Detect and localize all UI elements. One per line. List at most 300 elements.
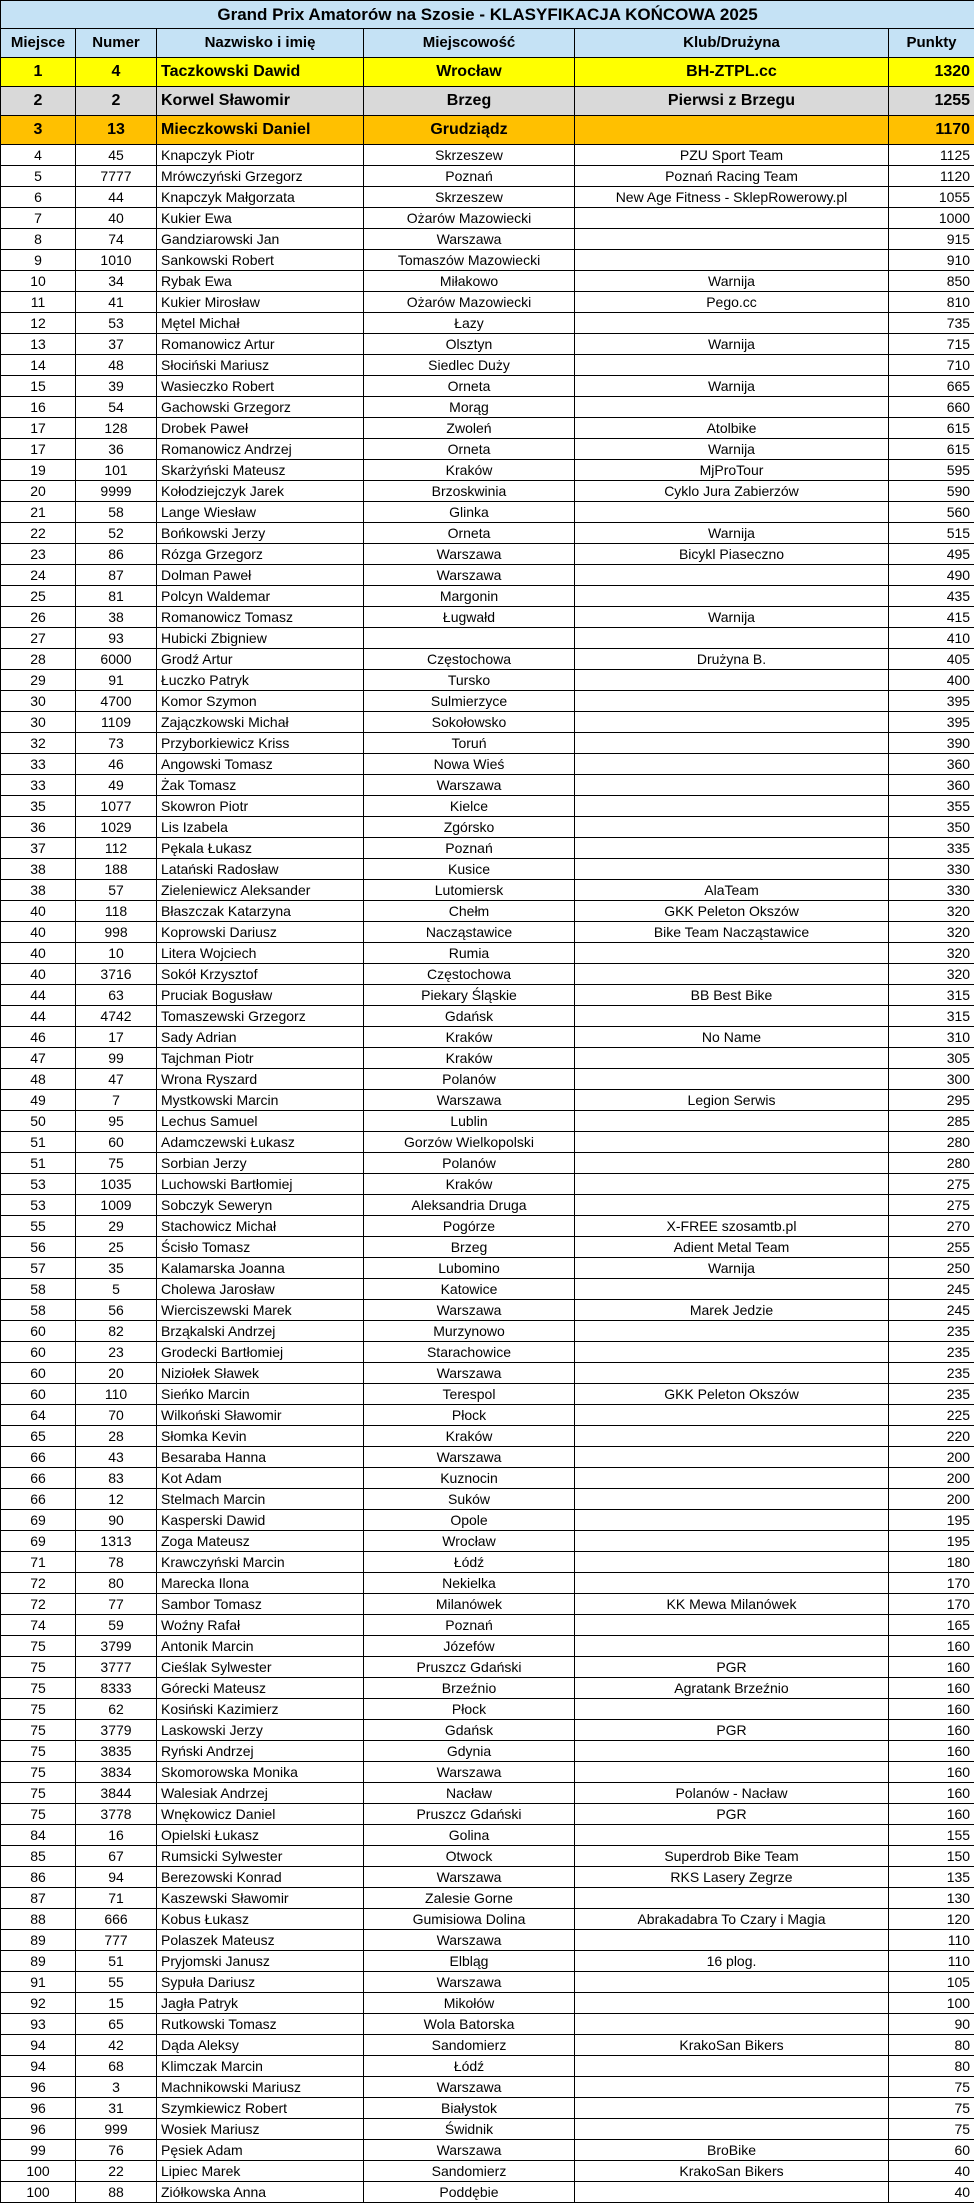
- cell-number: 67: [76, 1846, 157, 1867]
- cell-town: Brzoskwinia: [364, 481, 575, 502]
- cell-points: 200: [889, 1489, 974, 1510]
- table-row: [1, 607, 974, 628]
- cell-club: [575, 586, 889, 607]
- cell-club: GKK Peleton Okszów: [575, 901, 889, 922]
- cell-number: 88: [76, 2182, 157, 2203]
- cell-number: 23: [76, 1342, 157, 1363]
- table-row: [1, 1090, 974, 1111]
- table-row: [1, 2035, 974, 2056]
- cell-number: 74: [76, 229, 157, 250]
- table-row: [1, 1573, 974, 1594]
- cell-town: Sandomierz: [364, 2035, 575, 2056]
- cell-number: 51: [76, 1951, 157, 1972]
- cell-number: 59: [76, 1615, 157, 1636]
- cell-club: Bicykl Piaseczno: [575, 544, 889, 565]
- cell-club: [575, 1993, 889, 2014]
- cell-club: [575, 1006, 889, 1027]
- cell-name: Mystkowski Marcin: [157, 1090, 364, 1111]
- cell-number: 81: [76, 586, 157, 607]
- cell-place: 72: [1, 1573, 76, 1594]
- cell-points: 75: [889, 2098, 974, 2119]
- cell-town: Gumisiowa Dolina: [364, 1909, 575, 1930]
- table-row: [1, 1111, 974, 1132]
- cell-club: Adient Metal Team: [575, 1237, 889, 1258]
- cell-points: 130: [889, 1888, 974, 1909]
- cell-town: Wrocław: [364, 58, 575, 87]
- table-row: [1, 2056, 974, 2077]
- cell-points: 295: [889, 1090, 974, 1111]
- cell-points: 615: [889, 439, 974, 460]
- cell-club: PGR: [575, 1720, 889, 1741]
- cell-club: [575, 1615, 889, 1636]
- cell-town: Kraków: [364, 460, 575, 481]
- cell-number: 3835: [76, 1741, 157, 1762]
- cell-points: 400: [889, 670, 974, 691]
- cell-town: Warszawa: [364, 1090, 575, 1111]
- cell-town: Poznań: [364, 838, 575, 859]
- cell-club: [575, 1888, 889, 1909]
- cell-number: 75: [76, 1153, 157, 1174]
- cell-place: 75: [1, 1720, 76, 1741]
- table-row: [1, 817, 974, 838]
- table-row: [1, 187, 974, 208]
- cell-points: 735: [889, 313, 974, 334]
- cell-number: 40: [76, 208, 157, 229]
- cell-name: Skomorowska Monika: [157, 1762, 364, 1783]
- cell-number: 35: [76, 1258, 157, 1279]
- table-row: [1, 901, 974, 922]
- cell-club: Warnija: [575, 334, 889, 355]
- cell-place: 75: [1, 1741, 76, 1762]
- cell-town: Kraków: [364, 1027, 575, 1048]
- cell-town: Zgórsko: [364, 817, 575, 838]
- cell-number: 3799: [76, 1636, 157, 1657]
- table-row: [1, 1237, 974, 1258]
- cell-name: Brząkalski Andrzej: [157, 1321, 364, 1342]
- cell-name: Wosiek Mariusz: [157, 2119, 364, 2140]
- cell-name: Kaszewski Sławomir: [157, 1888, 364, 1909]
- cell-points: 255: [889, 1237, 974, 1258]
- cell-number: 16: [76, 1825, 157, 1846]
- cell-number: 3: [76, 2077, 157, 2098]
- cell-place: 25: [1, 586, 76, 607]
- cell-town: Kraków: [364, 1174, 575, 1195]
- cell-name: Lis Izabela: [157, 817, 364, 838]
- table-row: [1, 1783, 974, 1804]
- cell-name: Sokół Krzysztof: [157, 964, 364, 985]
- table-row: [1, 1405, 974, 1426]
- cell-name: Komor Szymon: [157, 691, 364, 712]
- cell-place: 75: [1, 1636, 76, 1657]
- cell-town: Morąg: [364, 397, 575, 418]
- cell-club: [575, 1447, 889, 1468]
- cell-place: 60: [1, 1342, 76, 1363]
- cell-name: Mętel Michał: [157, 313, 364, 334]
- cell-town: Mikołów: [364, 1993, 575, 2014]
- cell-club: Drużyna B.: [575, 649, 889, 670]
- cell-name: Kukier Ewa: [157, 208, 364, 229]
- cell-club: [575, 2056, 889, 2077]
- cell-number: 82: [76, 1321, 157, 1342]
- cell-place: 33: [1, 775, 76, 796]
- cell-points: 105: [889, 1972, 974, 1993]
- cell-number: 3834: [76, 1762, 157, 1783]
- cell-club: GKK Peleton Okszów: [575, 1384, 889, 1405]
- cell-points: 200: [889, 1447, 974, 1468]
- cell-points: 160: [889, 1804, 974, 1825]
- table-row: [1, 1006, 974, 1027]
- cell-club: [575, 838, 889, 859]
- cell-points: 315: [889, 1006, 974, 1027]
- cell-club: RKS Lasery Zegrze: [575, 1867, 889, 1888]
- cell-points: 90: [889, 2014, 974, 2035]
- cell-club: [575, 817, 889, 838]
- cell-name: Krawczyński Marcin: [157, 1552, 364, 1573]
- cell-name: Hubicki Zbigniew: [157, 628, 364, 649]
- cell-name: Sobczyk Seweryn: [157, 1195, 364, 1216]
- cell-name: Zoga Mateusz: [157, 1531, 364, 1552]
- cell-name: Słociński Mariusz: [157, 355, 364, 376]
- cell-number: 3777: [76, 1657, 157, 1678]
- cell-town: Ożarów Mazowiecki: [364, 208, 575, 229]
- table-row: [1, 58, 974, 87]
- header-points: Punkty: [889, 29, 974, 58]
- cell-club: Cyklo Jura Zabierzów: [575, 481, 889, 502]
- table-row: [1, 1300, 974, 1321]
- cell-points: 415: [889, 607, 974, 628]
- cell-number: 112: [76, 838, 157, 859]
- cell-club: KK Mewa Milanówek: [575, 1594, 889, 1615]
- cell-name: Sypuła Dariusz: [157, 1972, 364, 1993]
- cell-place: 30: [1, 691, 76, 712]
- cell-points: 80: [889, 2056, 974, 2077]
- cell-points: 160: [889, 1783, 974, 1804]
- cell-name: Tajchman Piotr: [157, 1048, 364, 1069]
- table-row: [1, 712, 974, 733]
- cell-number: 60: [76, 1132, 157, 1153]
- cell-points: 110: [889, 1951, 974, 1972]
- cell-name: Polaszek Mateusz: [157, 1930, 364, 1951]
- cell-number: 999: [76, 2119, 157, 2140]
- table-row: [1, 733, 974, 754]
- cell-number: 1077: [76, 796, 157, 817]
- cell-name: Tomaszewski Grzegorz: [157, 1006, 364, 1027]
- cell-name: Pęsiek Adam: [157, 2140, 364, 2161]
- cell-place: 3: [1, 116, 76, 145]
- cell-place: 84: [1, 1825, 76, 1846]
- cell-town: Warszawa: [364, 1930, 575, 1951]
- cell-points: 275: [889, 1174, 974, 1195]
- cell-town: Aleksandria Druga: [364, 1195, 575, 1216]
- cell-number: 80: [76, 1573, 157, 1594]
- table-row: [1, 523, 974, 544]
- cell-name: Taczkowski Dawid: [157, 58, 364, 87]
- cell-town: Pruszcz Gdański: [364, 1804, 575, 1825]
- cell-club: [575, 1531, 889, 1552]
- cell-points: 225: [889, 1405, 974, 1426]
- cell-points: 200: [889, 1468, 974, 1489]
- cell-number: 86: [76, 544, 157, 565]
- cell-town: Płock: [364, 1699, 575, 1720]
- cell-number: 99: [76, 1048, 157, 1069]
- cell-club: [575, 1552, 889, 1573]
- cell-points: 150: [889, 1846, 974, 1867]
- cell-town: Murzynowo: [364, 1321, 575, 1342]
- cell-town: Częstochowa: [364, 649, 575, 670]
- cell-place: 71: [1, 1552, 76, 1573]
- cell-number: 9999: [76, 481, 157, 502]
- cell-number: 41: [76, 292, 157, 313]
- table-row: [1, 1279, 974, 1300]
- cell-points: 235: [889, 1342, 974, 1363]
- cell-town: Starachowice: [364, 1342, 575, 1363]
- cell-place: 30: [1, 712, 76, 733]
- table-row: [1, 2077, 974, 2098]
- cell-place: 72: [1, 1594, 76, 1615]
- cell-club: [575, 502, 889, 523]
- cell-town: Ługwałd: [364, 607, 575, 628]
- table-row: [1, 1321, 974, 1342]
- cell-number: 20: [76, 1363, 157, 1384]
- cell-club: [575, 796, 889, 817]
- cell-town: Warszawa: [364, 229, 575, 250]
- cell-points: 160: [889, 1699, 974, 1720]
- cell-town: Warszawa: [364, 775, 575, 796]
- cell-club: [575, 670, 889, 691]
- cell-place: 58: [1, 1300, 76, 1321]
- cell-place: 21: [1, 502, 76, 523]
- cell-place: 75: [1, 1699, 76, 1720]
- cell-place: 51: [1, 1132, 76, 1153]
- table-row: [1, 1804, 974, 1825]
- cell-place: 17: [1, 418, 76, 439]
- cell-town: Orneta: [364, 376, 575, 397]
- cell-points: 220: [889, 1426, 974, 1447]
- cell-place: 44: [1, 985, 76, 1006]
- cell-club: Warnija: [575, 439, 889, 460]
- cell-name: Sady Adrian: [157, 1027, 364, 1048]
- table-row: [1, 2014, 974, 2035]
- cell-club: 16 plog.: [575, 1951, 889, 1972]
- cell-name: Litera Wojciech: [157, 943, 364, 964]
- table-row: [1, 1048, 974, 1069]
- cell-name: Kukier Mirosław: [157, 292, 364, 313]
- cell-name: Latański Radosław: [157, 859, 364, 880]
- cell-town: Sandomierz: [364, 2161, 575, 2182]
- cell-club: PGR: [575, 1804, 889, 1825]
- cell-place: 44: [1, 1006, 76, 1027]
- cell-points: 160: [889, 1636, 974, 1657]
- cell-place: 17: [1, 439, 76, 460]
- cell-town: Kraków: [364, 1426, 575, 1447]
- cell-town: Zwoleń: [364, 418, 575, 439]
- cell-club: [575, 116, 889, 145]
- table-row: [1, 649, 974, 670]
- cell-town: Białystok: [364, 2098, 575, 2119]
- cell-name: Rózga Grzegorz: [157, 544, 364, 565]
- cell-points: 160: [889, 1720, 974, 1741]
- cell-points: 395: [889, 691, 974, 712]
- cell-points: 180: [889, 1552, 974, 1573]
- cell-club: Legion Serwis: [575, 1090, 889, 1111]
- cell-town: Otwock: [364, 1846, 575, 1867]
- cell-number: 1313: [76, 1531, 157, 1552]
- table-row: [1, 229, 974, 250]
- cell-name: Zieleniewicz Aleksander: [157, 880, 364, 901]
- cell-name: Dolman Paweł: [157, 565, 364, 586]
- cell-place: 92: [1, 1993, 76, 2014]
- cell-town: Gdańsk: [364, 1720, 575, 1741]
- cell-points: 165: [889, 1615, 974, 1636]
- table-row: [1, 1909, 974, 1930]
- cell-club: [575, 1573, 889, 1594]
- table-row: [1, 1258, 974, 1279]
- cell-name: Niziołek Sławek: [157, 1363, 364, 1384]
- cell-name: Klimczak Marcin: [157, 2056, 364, 2077]
- cell-name: Knapczyk Małgorzata: [157, 187, 364, 208]
- cell-points: 355: [889, 796, 974, 817]
- cell-name: Słomka Kevin: [157, 1426, 364, 1447]
- cell-town: Sulmierzyce: [364, 691, 575, 712]
- cell-name: Koprowski Dariusz: [157, 922, 364, 943]
- cell-points: 595: [889, 460, 974, 481]
- cell-place: 1: [1, 58, 76, 87]
- cell-number: 22: [76, 2161, 157, 2182]
- cell-town: Warszawa: [364, 1867, 575, 1888]
- cell-name: Mrówczyński Grzegorz: [157, 166, 364, 187]
- cell-club: Marek Jedzie: [575, 1300, 889, 1321]
- cell-club: [575, 1153, 889, 1174]
- cell-name: Skarżyński Mateusz: [157, 460, 364, 481]
- cell-club: Pego.cc: [575, 292, 889, 313]
- cell-name: Luchowski Bartłomiej: [157, 1174, 364, 1195]
- table-row: [1, 1825, 974, 1846]
- cell-place: 28: [1, 649, 76, 670]
- cell-club: [575, 1048, 889, 1069]
- cell-points: 275: [889, 1195, 974, 1216]
- cell-place: 58: [1, 1279, 76, 1300]
- cell-club: [575, 1930, 889, 1951]
- cell-club: MjProTour: [575, 460, 889, 481]
- cell-place: 66: [1, 1447, 76, 1468]
- cell-club: AlaTeam: [575, 880, 889, 901]
- cell-place: 36: [1, 817, 76, 838]
- table-row: [1, 1657, 974, 1678]
- table-row: [1, 964, 974, 985]
- cell-place: 13: [1, 334, 76, 355]
- cell-town: Miłakowo: [364, 271, 575, 292]
- cell-town: Brzeg: [364, 1237, 575, 1258]
- cell-club: [575, 250, 889, 271]
- cell-number: 1109: [76, 712, 157, 733]
- cell-club: [575, 2098, 889, 2119]
- cell-place: 75: [1, 1804, 76, 1825]
- cell-place: 94: [1, 2056, 76, 2077]
- cell-name: Błaszczak Katarzyna: [157, 901, 364, 922]
- cell-points: 300: [889, 1069, 974, 1090]
- cell-club: [575, 355, 889, 376]
- cell-points: 235: [889, 1321, 974, 1342]
- cell-name: Cholewa Jarosław: [157, 1279, 364, 1300]
- cell-town: Lublin: [364, 1111, 575, 1132]
- table-row: [1, 1930, 974, 1951]
- cell-town: Warszawa: [364, 544, 575, 565]
- cell-number: 68: [76, 2056, 157, 2077]
- cell-club: [575, 1825, 889, 1846]
- cell-place: 64: [1, 1405, 76, 1426]
- header-row: [1, 29, 974, 58]
- cell-place: 14: [1, 355, 76, 376]
- cell-club: [575, 1195, 889, 1216]
- header-town: Miejscowość: [364, 29, 575, 58]
- cell-points: 515: [889, 523, 974, 544]
- cell-place: 15: [1, 376, 76, 397]
- cell-name: Pękala Łukasz: [157, 838, 364, 859]
- cell-name: Wierciszewski Marek: [157, 1300, 364, 1321]
- cell-place: 75: [1, 1762, 76, 1783]
- cell-place: 6: [1, 187, 76, 208]
- cell-points: 310: [889, 1027, 974, 1048]
- cell-number: 118: [76, 901, 157, 922]
- cell-points: 410: [889, 628, 974, 649]
- cell-place: 55: [1, 1216, 76, 1237]
- cell-town: Orneta: [364, 523, 575, 544]
- cell-place: 23: [1, 544, 76, 565]
- cell-points: 250: [889, 1258, 974, 1279]
- cell-number: 53: [76, 313, 157, 334]
- cell-town: Poznań: [364, 166, 575, 187]
- cell-name: Stelmach Marcin: [157, 1489, 364, 1510]
- cell-number: 54: [76, 397, 157, 418]
- cell-name: Antonik Marcin: [157, 1636, 364, 1657]
- cell-club: [575, 2014, 889, 2035]
- cell-number: 76: [76, 2140, 157, 2161]
- cell-name: Polcyn Waldemar: [157, 586, 364, 607]
- table-row: [1, 250, 974, 271]
- cell-town: Siedlec Duży: [364, 355, 575, 376]
- cell-town: Piekary Śląskie: [364, 985, 575, 1006]
- cell-town: Tursko: [364, 670, 575, 691]
- cell-name: Grodź Artur: [157, 649, 364, 670]
- cell-name: Woźny Rafał: [157, 1615, 364, 1636]
- table-row: [1, 1216, 974, 1237]
- cell-points: 120: [889, 1909, 974, 1930]
- cell-place: 100: [1, 2161, 76, 2182]
- cell-number: 10: [76, 943, 157, 964]
- table-row: [1, 1384, 974, 1405]
- cell-place: 85: [1, 1846, 76, 1867]
- cell-name: Romanowicz Artur: [157, 334, 364, 355]
- table-row: [1, 1153, 974, 1174]
- cell-club: Warnija: [575, 376, 889, 397]
- cell-town: Łódź: [364, 1552, 575, 1573]
- cell-number: 93: [76, 628, 157, 649]
- cell-number: 73: [76, 733, 157, 754]
- cell-name: Kalamarska Joanna: [157, 1258, 364, 1279]
- cell-club: Bike Team Nacząstawice: [575, 922, 889, 943]
- cell-name: Sorbian Jerzy: [157, 1153, 364, 1174]
- cell-town: Nacław: [364, 1783, 575, 1804]
- cell-place: 8: [1, 229, 76, 250]
- cell-town: Gdynia: [364, 1741, 575, 1762]
- cell-club: No Name: [575, 1027, 889, 1048]
- cell-points: 850: [889, 271, 974, 292]
- cell-name: Wnękowicz Daniel: [157, 1804, 364, 1825]
- cell-place: 89: [1, 1930, 76, 1951]
- cell-club: [575, 1741, 889, 1762]
- cell-town: Lutomiersk: [364, 880, 575, 901]
- cell-number: 4742: [76, 1006, 157, 1027]
